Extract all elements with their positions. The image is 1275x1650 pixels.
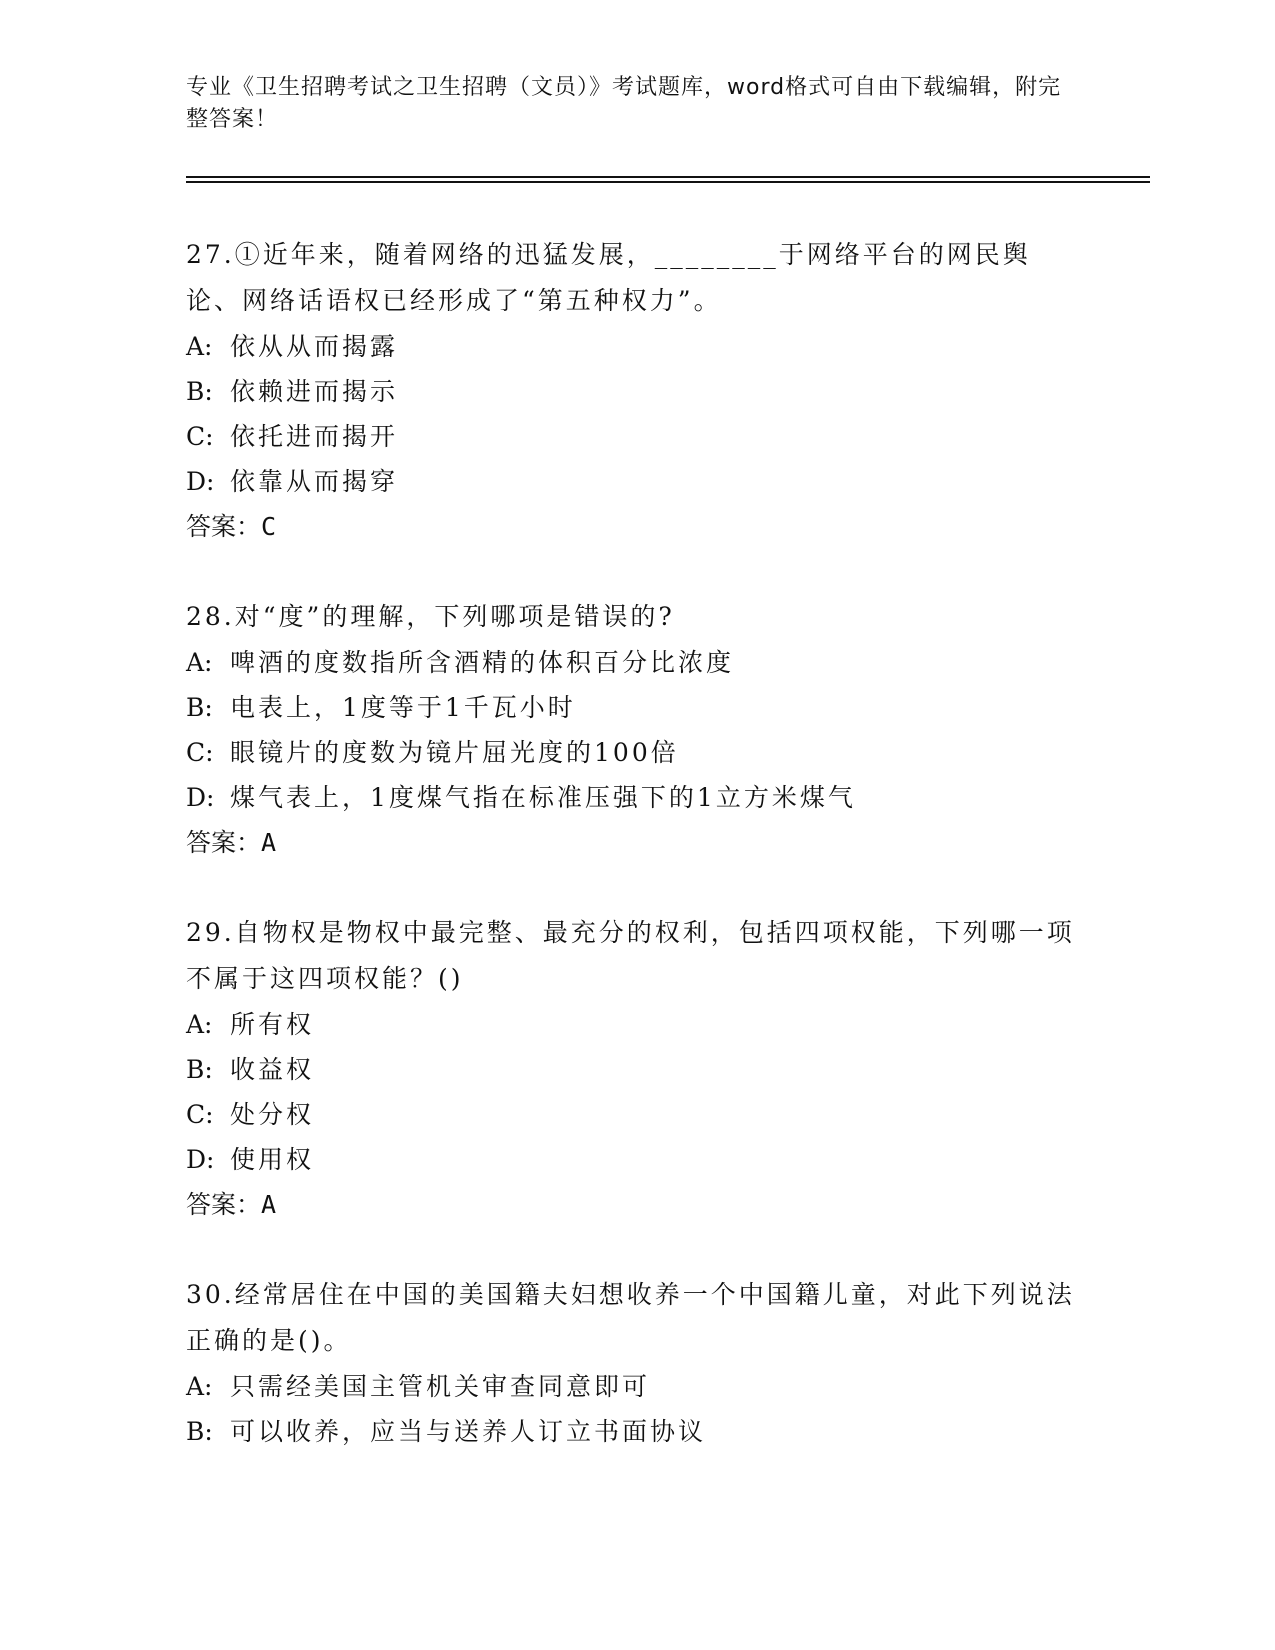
option-letter: B:	[186, 1417, 213, 1446]
question-text: 30.经常居住在中国的美国籍夫妇想收养一个中国籍儿童，对此下列说法正确的是()。	[186, 1280, 1075, 1355]
option-letter: A:	[186, 1372, 213, 1401]
option-b	[186, 1047, 1086, 1092]
option-letter: D:	[186, 783, 215, 812]
option-c	[186, 730, 1086, 775]
question-list	[186, 232, 1086, 1498]
option-text: 依从从而揭露	[230, 332, 399, 361]
question-27	[186, 232, 1086, 550]
option-text: 煤气表上，1度煤气指在标准压强下的1立方米煤气	[230, 783, 856, 812]
option-letter: A:	[186, 648, 213, 677]
option-d	[186, 459, 1086, 504]
option-text: 啤酒的度数指所含酒精的体积百分比浓度	[230, 648, 735, 677]
option-c	[186, 414, 1086, 459]
option-letter: D:	[186, 1145, 215, 1174]
option-a	[186, 640, 1086, 685]
question-28	[186, 594, 1086, 866]
option-letter: C:	[186, 422, 214, 451]
option-b	[186, 369, 1086, 414]
answer-line	[186, 820, 1086, 866]
option-d	[186, 1137, 1086, 1182]
question-30	[186, 1272, 1086, 1454]
answer-label: 答案：	[186, 1190, 262, 1219]
option-text: 电表上，1度等于1千瓦小时	[230, 693, 576, 722]
option-text: 眼镜片的度数为镜片屈光度的100倍	[230, 738, 679, 767]
option-text: 可以收养，应当与送养人订立书面协议	[230, 1417, 707, 1446]
header-divider-bottom	[186, 181, 1150, 183]
option-letter: B:	[186, 377, 213, 406]
answer-label: 答案：	[186, 828, 262, 857]
option-text: 收益权	[230, 1055, 315, 1084]
option-a	[186, 324, 1086, 369]
option-letter: B:	[186, 1055, 213, 1084]
question-29	[186, 910, 1086, 1228]
answer-line	[186, 1182, 1086, 1228]
option-text: 依靠从而揭穿	[230, 467, 399, 496]
question-text: 29.自物权是物权中最完整、最充分的权利，包括四项权能，下列哪一项不属于这四项权能？()	[186, 918, 1075, 993]
answer-value: C	[261, 512, 277, 541]
option-b	[186, 685, 1086, 730]
answer-value: A	[261, 1190, 277, 1219]
answer-label: 答案：	[186, 512, 262, 541]
option-text: 依托进而揭开	[230, 422, 399, 451]
header-divider-top	[186, 176, 1150, 178]
option-text: 只需经美国主管机关审查同意即可	[230, 1372, 651, 1401]
option-letter: B:	[186, 693, 213, 722]
question-text: 28.对“度”的理解，下列哪项是错误的?	[186, 602, 675, 631]
option-letter: C:	[186, 1100, 214, 1129]
option-text: 依赖进而揭示	[230, 377, 399, 406]
option-a	[186, 1002, 1086, 1047]
option-letter: A:	[186, 1010, 213, 1039]
option-c	[186, 1092, 1086, 1137]
option-letter: D:	[186, 467, 215, 496]
option-letter: C:	[186, 738, 214, 767]
option-b	[186, 1409, 1086, 1454]
header-text: 专业《卫生招聘考试之卫生招聘（文员）》考试题库，word格式可自由下载编辑，附完整答案！	[186, 75, 1062, 132]
question-text: 27.①近年来，随着网络的迅猛发展，________于网络平台的网民舆论、网络话语权已经形成了“第五种权力”。	[186, 240, 1031, 315]
option-text: 处分权	[230, 1100, 315, 1129]
option-letter: A:	[186, 332, 213, 361]
answer-line	[186, 504, 1086, 550]
option-text: 所有权	[230, 1010, 315, 1039]
option-text: 使用权	[230, 1145, 315, 1174]
document-header	[186, 72, 1066, 136]
option-a	[186, 1364, 1086, 1409]
answer-value: A	[261, 828, 277, 857]
option-d	[186, 775, 1086, 820]
